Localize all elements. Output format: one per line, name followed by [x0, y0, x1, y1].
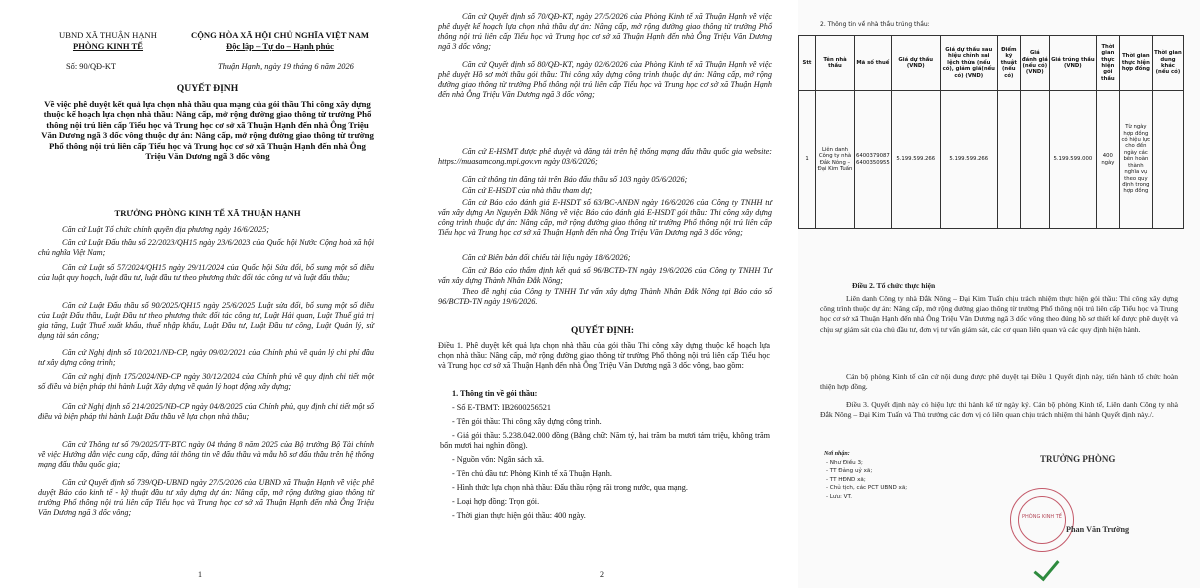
table-header-cell: Giá trúng thầu (VND) — [1049, 36, 1096, 91]
table-header-cell: Điểm kỹ thuật (nếu có) — [997, 36, 1020, 91]
table-header-cell: Giá đánh giá (nếu có) (VND) — [1020, 36, 1049, 91]
table-header-cell: Giá dự thầu (VND) — [891, 36, 940, 91]
winning-bidder-table — [798, 35, 1184, 229]
recipient-item: - TT Đảng uỷ xã; — [826, 468, 873, 475]
issuing-agency: UBND XÃ THUẬN HẠNH PHÒNG KINH TẾ — [59, 30, 157, 51]
legal-basis-item: Căn cứ Luật Đấu thầu số 90/2025/QH15 ngày 25/6/2025 Luật sửa đổi, bổ sung một số điều của Luật Đấu thầu, Luật Đầu tư theo phương thức đối tác công tư, Luật Hải quan, Luật Thuế giá trị gia tăng, Luật Thuế xuất khẩu, thuế nhập khẩu, Luật Đầu tư, Luật Đầu tư công, Luật Quản lý, sử dụng tài sản công; — [38, 301, 374, 340]
package-info-item: - Nguồn vốn: Ngân sách xã. — [452, 455, 544, 464]
table-cell: 5.199.599.266 — [891, 91, 940, 229]
legal-basis-item: Căn cứ Luật Đấu thầu số 22/2023/QH15 ngày 23/6/2023 của Quốc hội Nước Cộng hoà xã hội chủ nghĩa Việt Nam; — [38, 238, 374, 257]
page-1 — [0, 0, 400, 588]
recipient-item: - Lưu: VT. — [826, 493, 853, 500]
article-3: Điều 3. Quyết định này có hiệu lực thi hành kể từ ngày ký. Cán bộ phòng Kinh tế, Liên danh Công ty nhà Đắk Nông – Đại Kim Tuấn và Thủ trưởng các đơn vị có liên quan chịu trách nhiệm thi hành Quyết định này./. — [820, 400, 1178, 420]
doc-type: QUYẾT ĐỊNH — [176, 83, 239, 94]
legal-basis-item: Căn cứ E-HSMT được phê duyệt và đăng tải trên hệ thống mạng đấu thầu quốc gia website: https://muasamcong.mpi.gov.vn ngày 03/6/2026; — [438, 147, 772, 166]
signer-name: Phan Văn Trường — [1066, 525, 1130, 534]
legal-basis-item: Căn cứ E-HSDT của nhà thầu tham dự; — [462, 186, 593, 195]
legal-basis-item: Theo đề nghị của Công ty TNHH Tư vấn xây dựng Thành Nhân Đắk Nông tại Báo cáo số 96/BCTĐ-TN ngày 19/6/2026. — [438, 287, 772, 306]
legal-basis-item: Căn cứ Nghị định số 214/2025/NĐ-CP ngày 04/8/2025 của Chính phủ, quy định chi tiết một số điều và biện pháp thi hành Luật Đấu thầu về lựa chọn nhà thầu; — [38, 402, 374, 421]
legal-basis-item: Căn cứ Quyết định số 80/QĐ-KT, ngày 02/6/2026 của Phòng Kinh tế xã Thuận Hạnh về việc phê duyệt Hồ sơ mời thầu gói thầu: Thi công xây dựng công trình thuộc dự án: Nâng cấp, mở rộng đường giao thông từ trường Phổ thông nội trú liên cấp Tiểu học và Trung học cơ sở xã Thuận Hạnh đến nhà Ông Triệu Văn Dương ngã 3 dốc vông; — [438, 60, 772, 99]
recipient-item: - Như Điều 3; — [826, 460, 863, 466]
table-cell: Liên danh Công ty nhà Đắk Nông – Đại Kim Tuấn — [816, 91, 855, 229]
table-cell: 5.199.599.000 — [1049, 91, 1096, 229]
package-info-item: - Loại hợp đồng: Trọn gói. — [452, 497, 540, 506]
legal-basis-item: Căn cứ Nghị định số 10/2021/NĐ-CP, ngày 09/02/2021 của Chính phủ về quản lý chi phí đầu tư xây dựng công trình; — [38, 348, 374, 367]
legal-basis-item: Căn cứ Báo cáo đánh giá E-HSDT số 63/BC-ANĐN ngày 16/6/2026 của Công ty TNHH tư vấn xây dựng An Nguyên Đắk Nông về việc Báo cáo đánh giá E-HSDT gói thầu: Thi công xây dựng công trình thuộc dự án: Nâng cấp, mở rộng đường giao thông từ trường Phổ thông nội trú liên cấp Tiểu học và Trung học cơ sở xã Thuận Hạnh đến nhà Ông Triệu Văn Dương ngã 3 dốc vông; — [438, 198, 772, 237]
table-cell: 5.199.599.266 — [940, 91, 997, 229]
package-info-heading: 1. Thông tin về gói thầu: — [452, 389, 538, 398]
page-2 — [400, 0, 798, 588]
package-info-item: - Hình thức lựa chọn nhà thầu: Đấu thầu rộng rãi trong nước, qua mạng. — [452, 483, 688, 492]
table-cell — [1152, 91, 1183, 229]
legal-basis-item: Căn cứ Quyết định số 70/QĐ-KT, ngày 27/5/2026 của Phòng Kinh tế xã Thuận Hạnh về việc phê duyệt kế hoạch lựa chọn nhà thầu dự án: Nâng cấp, mở rộng đường giao thông từ trường Phổ thông nội trú liên cấp Tiểu học và Trung học cơ sở xã Thuận Hạnh đến nhà Ông Triệu Văn Dương ngã 3 dốc vông; — [438, 12, 772, 51]
signer-title: TRƯỞNG PHÒNG — [1040, 454, 1116, 464]
package-info-item: - Giá gói thầu: 5.238.042.000 đồng (Bằng chữ: Năm tỷ, hai trăm ba mươi tám triệu, không trăm bốn mươi hai nghìn đồng). — [440, 431, 770, 450]
legal-basis-item: Căn cứ Báo cáo thẩm định kết quả số 96/BCTĐ-TN ngày 19/6/2026 của Công ty TNHH Tư vấn xây dựng Thành Nhân Đắk Nông; — [438, 266, 772, 285]
table-cell — [997, 91, 1020, 229]
legal-basis-item: Căn cứ Thông tư số 79/2025/TT-BTC ngày 04 tháng 8 năm 2025 của Bộ trưởng Bộ Tài chính về việc Hướng dẫn việc cung cấp, đăng tải thông tin về đấu thầu và mẫu hồ sơ đấu thầu trên hệ thống mạng đấu thầu quốc gia; — [38, 440, 374, 469]
legal-basis-item: Căn cứ Biên bản đối chiếu tài liệu ngày 18/6/2026; — [462, 253, 631, 262]
package-info-item: - Tên gói thầu: Thi công xây dựng công trình. — [452, 417, 602, 426]
table-header-cell: Tên nhà thầu — [816, 36, 855, 91]
package-info-item: - Số E-TBMT: IB2600256521 — [452, 403, 551, 412]
table-cell: 6400379087 6400350955 — [855, 91, 892, 229]
table-cell: 400 ngày — [1096, 91, 1119, 229]
package-info-item: - Thời gian thực hiện gói thầu: 400 ngày. — [452, 511, 586, 520]
package-info-item: - Tên chủ đầu tư: Phòng Kinh tế xã Thuận Hạnh. — [452, 469, 612, 478]
official-stamp-inner — [1018, 496, 1066, 544]
document-number: Số: 90/QĐ-KT — [66, 62, 117, 71]
document-date: Thuận Hạnh, ngày 19 tháng 6 năm 2026 — [218, 62, 354, 71]
article-2-heading: Điều 2. Tổ chức thực hiện — [852, 281, 936, 290]
article-2-note: Cán bộ phòng Kinh tế căn cứ nội dung được phê duyệt tại Điều 1 Quyết định này, tiến hành tổ chức hoàn thiện hợp đồng. — [820, 372, 1178, 392]
table-cell: Từ ngày hợp đồng có hiệu lực cho đến ngày các bên hoàn thành nghĩa vụ theo quy định trong hợp đồng — [1119, 91, 1152, 229]
table-header-cell: Thời gian thực hiện hợp đồng — [1119, 36, 1152, 91]
authority-heading: TRƯỞNG PHÒNG KINH TẾ XÃ THUẬN HẠNH — [114, 208, 301, 218]
stamp-text: PHÒNG KINH TẾ — [1022, 514, 1062, 520]
article-1: Điều 1. Phê duyệt kết quả lựa chọn nhà thầu của gói thầu Thi công xây dựng thuộc kế hoạch lựa chọn nhà thầu: Nâng cấp, mở rộng đường giao thông từ trường Phổ thông nội trú liên cấp Tiểu học và Trung học cơ sở xã Thuận Hạnh đến nhà Ông Triệu Văn Dương ngã 3 dốc vông, bao gồm: — [438, 341, 770, 370]
recipients-heading: Nơi nhận: — [824, 451, 850, 457]
page-number: 1 — [198, 570, 202, 579]
legal-basis-item: Căn cứ Luật số 57/2024/QH15 ngày 29/11/2024 của Quốc hội Sửa đổi, bổ sung một số điều của luật quy hoạch, luật đầu tư, luật đầu tư theo phương thức đối tác công tư và luật đấu thầu; — [38, 263, 374, 282]
legal-basis-item: Căn cứ thông tin đăng tải trên Báo đấu thầu số 103 ngày 05/6/2026; — [462, 175, 688, 184]
document-title: Về việc phê duyệt kết quả lựa chọn nhà thầu qua mạng của gói thầu Thi công xây dựng thuộc kế hoạch lựa chọn nhà thầu: Nâng cấp, mở rộng đường giao thông từ trường Phổ thông nội trú liên cấp Tiểu học và Trung học cơ sở xã Thuận Hạnh đến nhà Ông Triệu Văn Dương ngã 3 dốc vông thuộc dự án: Nâng cấp, mở rộng đường giao thông từ trường Phổ thông nội trú liên cấp Tiểu học và Trung học cơ sở xã Thuận Hạnh đến nhà Ông Triệu Văn Dương ngã 3 dốc vông — [41, 99, 374, 162]
legal-basis-item: Căn cứ nghị định 175/2024/NĐ-CP ngày 30/12/2024 của Chính phủ về quy định chi tiết một số điều và biện pháp thi hành Luật Xây dựng về quản lý hoạt động xây dựng; — [38, 372, 374, 391]
article-2-body: Liên danh Công ty nhà Đắk Nông – Đại Kim Tuấn chịu trách nhiệm thực hiện gói thầu: Thi công xây dựng công trình thuộc dự án: Nâng cấp, mở rộng đường giao thông từ trường Phổ thông nội trú liên cấp Tiểu học và Trung học cơ sở xã Thuận Hạnh đến nhà Ông Triệu Văn Dương ngã 3 dốc vông theo đúng hồ sơ thiết kế được phê duyệt và chịu sự giám sát của chủ đầu tư, đơn vị tư vấn giám sát, các cơ quan liên quan và các quy định hiện hành. — [820, 294, 1178, 334]
legal-basis-item: Căn cứ Quyết định số 739/QĐ-UBND ngày 27/5/2026 của UBND xã Thuận Hạnh về việc phê duyệt Báo cáo kinh tế - kỹ thuật đầu tư xây dựng dự án: Nâng cấp, mở rộng đường giao thông từ trường Phổ thông nội trú liên cấp Tiểu học và Trung học cơ sở xã Thuận Hạnh đến nhà Ông Triệu Văn Dương ngã 3 dốc vông; — [38, 478, 374, 517]
table-header-cell: Stt — [799, 36, 816, 91]
decision-heading: QUYẾT ĐỊNH: — [570, 326, 635, 336]
table-cell: 1 — [799, 91, 816, 229]
winner-table-heading: 2. Thông tin về nhà thầu trúng thầu: — [820, 21, 930, 28]
table-row — [799, 91, 1184, 229]
recipient-item: - Chủ tịch, các PCT UBND xã; — [826, 485, 908, 492]
recipient-item: - TT HĐND xã; — [826, 476, 866, 483]
table-header-cell: Thời gian thực hiện gói thầu — [1096, 36, 1119, 91]
table-header-cell: Giá dự thầu sau hiệu chỉnh sai lệch thừa (nếu có), giảm giá(nếu có) (VND) — [940, 36, 997, 91]
national-heading: CỘNG HÒA XÃ HỘI CHỦ NGHĨA VIỆT NAM Độc lập – Tự do – Hạnh phúc — [190, 30, 370, 51]
legal-basis-item: Căn cứ Luật Tổ chức chính quyền địa phương ngày 16/6/2025; — [62, 225, 269, 234]
table-header-cell: Mã số thuế — [855, 36, 892, 91]
page-number: 2 — [600, 570, 604, 579]
table-header-row — [799, 36, 1184, 91]
table-header-cell: Thời gian dung khác (nếu có) — [1152, 36, 1183, 91]
table-cell — [1020, 91, 1049, 229]
